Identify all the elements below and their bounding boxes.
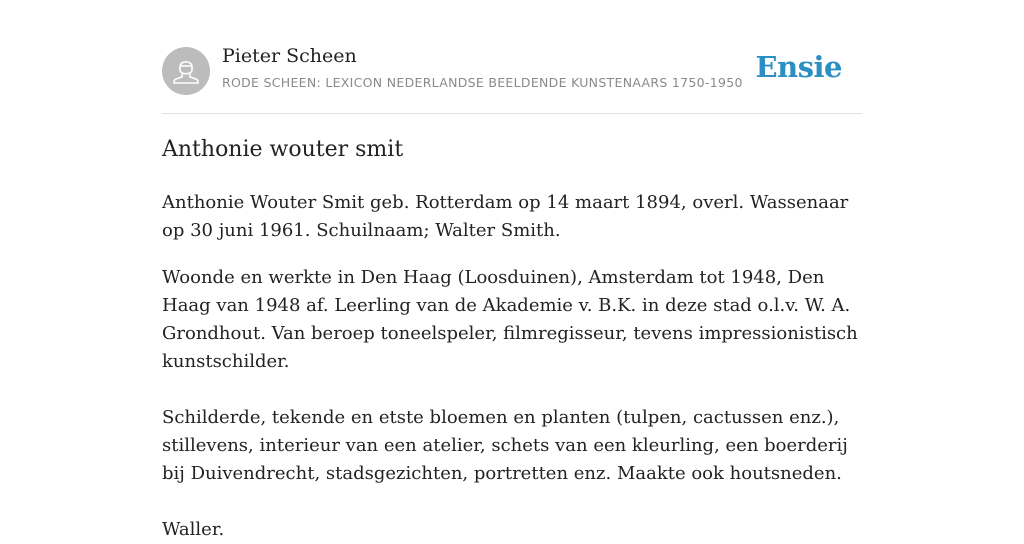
paragraph-spacer <box>162 376 862 404</box>
paragraph: Waller. <box>162 519 225 540</box>
page-title: Anthonie wouter smit <box>162 137 404 162</box>
paragraph: Woonde en werkte in Den Haag (Loosduinen), Amsterdam tot 1948, Den Haag van 1948 af. Leerling van de Akademie v. B.K. in deze stad o.l.v. W. A. Grondhout. Van beroep toneelspeler, filmregisseur, tevens impressionistisch kunstschilder. <box>162 267 858 372</box>
paragraph: Schilderde, tekende en etste bloemen en planten (tulpen, cactussen enz.), stillevens, interieur van een atelier, schets van een kleurling, een boerderij bij Duivendrecht, stadsgezichten, portretten enz. Maakte ook houtsneden. <box>162 407 848 484</box>
source-title[interactable]: RODE SCHEEN: LEXICON NEDERLANDSE BEELDENDE KUNSTENAARS 1750-1950 <box>222 75 743 90</box>
user-icon <box>162 47 210 95</box>
article-header <box>162 0 862 114</box>
article-body <box>162 189 862 544</box>
article-container <box>162 0 862 540</box>
brand-logo[interactable]: Ensie <box>755 50 842 84</box>
author-name[interactable]: Pieter Scheen <box>222 45 357 67</box>
author-avatar[interactable] <box>162 47 210 95</box>
paragraph: Anthonie Wouter Smit geb. Rotterdam op 14 maart 1894, overl. Wassenaar op 30 juni 1961. Schuilnaam; Walter Smith. <box>162 192 849 241</box>
